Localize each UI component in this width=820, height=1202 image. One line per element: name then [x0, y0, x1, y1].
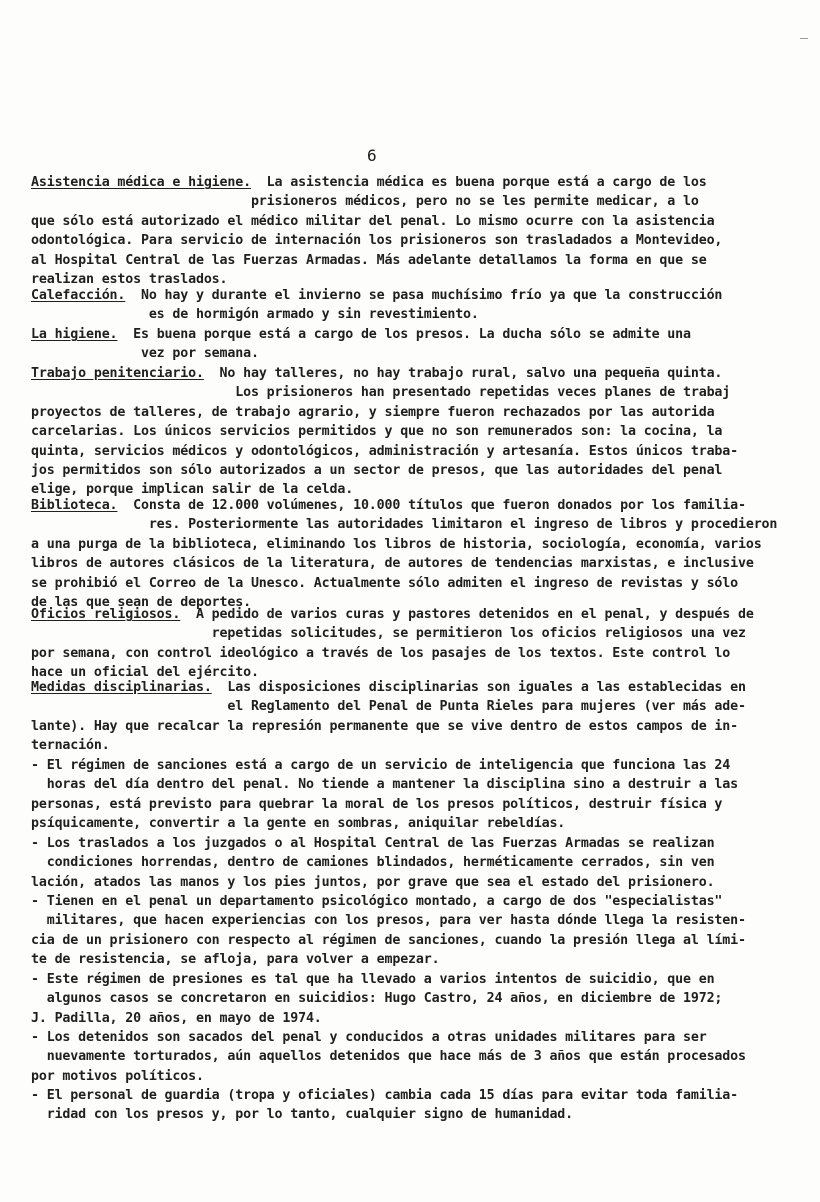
line-text: te de resistencia, se afloja, para volver a empezar.: [31, 952, 440, 968]
corner-mark: [800, 38, 808, 39]
paragraph-block: [31, 325, 806, 364]
line-text: lante). Hay que recalcar la represión permanente que se vive dentro de estos campos de in-: [31, 718, 738, 734]
line-text: cia de un prisionero con respecto al régimen de sanciones, cuando la presión llega al lími-: [31, 932, 746, 948]
line-text: Las disposiciones disciplinarias son iguales a las establecidas en: [211, 680, 746, 695]
text-line: [31, 644, 806, 663]
line-text: de las que sean de deportes.: [31, 594, 251, 610]
text-line: [31, 383, 806, 402]
text-line: [31, 892, 806, 911]
text-line: [31, 678, 806, 697]
section-heading: Asistencia médica e higiene.: [31, 175, 251, 190]
line-text: hace un oficial del ejército.: [31, 665, 259, 681]
line-text: condiciones horrendas, dentro de camiones blindados, herméticamente cerrados, sin ven: [31, 855, 715, 871]
line-text: - Este régimen de presiones es tal que ha llevado a varios intentos de suicidio, que en: [31, 972, 715, 987]
paragraph-block: [31, 834, 806, 892]
paragraph-block: [31, 286, 806, 325]
line-text: horas del día dentro del penal. No tiende a mantener la disciplina sino a destruir a las: [31, 777, 738, 793]
paragraph-block: [31, 892, 806, 970]
text-line: [31, 931, 806, 950]
text-line: [31, 364, 806, 383]
line-text: psíquicamente, convertir a la gente en sombras, aniquilar rebeldías.: [31, 816, 566, 832]
line-text: prisioneros médicos, pero no se les permite medicar, a lo: [31, 194, 699, 210]
paragraph-block: [31, 970, 806, 1028]
line-text: carcelarias. Los únicos servicios permitidos y que no son remunerados son: la cocina, la: [31, 424, 723, 440]
line-text: repetidas solicitudes, se permitieron los oficios religiosos una vez: [31, 626, 746, 642]
section-heading: Biblioteca.: [31, 498, 118, 513]
line-text: es de hormigón armado y sin revestimiento.: [31, 307, 479, 323]
section-heading: Oficios religiosos.: [31, 607, 181, 622]
line-text: quinta, servicios médicos y odontológicos, administración y artesanía. Estos únicos traba-: [31, 443, 738, 459]
text-line: [31, 814, 806, 833]
text-line: [31, 1028, 806, 1047]
text-line: [31, 911, 806, 930]
line-text: al Hospital Central de las Fuerzas Armadas. Más adelante detallamos la forma en que se: [31, 252, 707, 268]
line-text: - Tienen en el penal un departamento psicológico montado, a cargo de dos "especialistas": [31, 894, 723, 909]
line-text: personas, está previsto para quebrar la moral de los presos políticos, destruir física y: [31, 796, 723, 812]
line-text: ternación.: [31, 738, 110, 754]
text-line: [31, 950, 806, 969]
text-line: [31, 605, 806, 624]
text-line: [31, 305, 806, 324]
text-line: [31, 1047, 806, 1066]
text-line: [31, 873, 806, 892]
line-text: el Reglamento del Penal de Punta Rieles para mujeres (ver más ade-: [31, 699, 746, 715]
text-line: [31, 192, 806, 211]
text-line: [31, 1105, 806, 1124]
text-line: [31, 989, 806, 1008]
text-line: [31, 231, 806, 250]
line-text: J. Padilla, 20 años, en mayo de 1974.: [31, 1010, 322, 1026]
line-text: nuevamente torturados, aún aquellos detenidos que hace más de 3 años que están procesados: [31, 1049, 746, 1065]
paragraph-block: [31, 756, 806, 834]
paragraph-block: [31, 496, 806, 612]
text-line: [31, 461, 806, 480]
section-heading: La higiene.: [31, 327, 118, 342]
line-text: A pedido de varios curas y pastores detenidos en el penal, y después de: [180, 607, 754, 622]
line-text: - El régimen de sanciones está a cargo de un servicio de inteligencia que funciona las 24: [31, 758, 731, 773]
text-line: [31, 834, 806, 853]
text-line: [31, 422, 806, 441]
line-text: algunos casos se concretaron en suicidios: Hugo Castro, 24 años, en diciembre de 1972;: [31, 991, 723, 1007]
text-line: [31, 795, 806, 814]
text-line: [31, 286, 806, 305]
line-text: jos permitidos son sólo autorizados a un sector de presos, que las autoridades del penal: [31, 462, 723, 478]
text-line: [31, 496, 806, 515]
line-text: lación, atados las manos y los pies juntos, por grave que sea el estado del prisionero.: [31, 874, 715, 890]
line-text: que sólo está autorizado el médico militar del penal. Lo mismo ocurre con la asistencia: [31, 213, 715, 229]
paragraph-block: [31, 1086, 806, 1125]
text-line: [31, 756, 806, 775]
section-heading: Trabajo penitenciario.: [31, 366, 204, 381]
line-text: por semana, con control ideológico a través de los pasajes de los textos. Este control lo: [31, 645, 731, 661]
text-line: [31, 717, 806, 736]
line-text: odontológica. Para servicio de internación los prisioneros son trasladados a Montevideo,: [31, 233, 723, 249]
text-line: [31, 1067, 806, 1086]
line-text: Consta de 12.000 volúmenes, 10.000 títulos que fueron donados por los familia-: [117, 498, 746, 513]
section-heading: Calefacción.: [31, 288, 126, 303]
text-line: [31, 624, 806, 643]
line-text: No hay y durante el invierno se pasa muchísimo frío ya que la construcción: [125, 288, 723, 303]
line-text: se prohibió el Correo de la Unesco. Actualmente sólo admiten el ingreso de revistas y sólo: [31, 575, 738, 591]
line-text: res. Posteriormente las autoridades limitaron el ingreso de libros y procedieron: [31, 517, 778, 533]
text-line: [31, 1009, 806, 1028]
text-line: [31, 970, 806, 989]
line-text: No hay talleres, no hay trabajo rural, salvo una pequeña quinta.: [203, 366, 723, 381]
text-line: [31, 853, 806, 872]
text-line: [31, 173, 806, 192]
page-number: 6: [367, 146, 377, 165]
line-text: proyectos de talleres, de trabajo agrario, y siempre fueron rechazados por las autorida: [31, 404, 715, 420]
line-text: - Los detenidos son sacados del penal y conducidos a otras unidades militares para ser: [31, 1030, 707, 1045]
paragraph-block: [31, 605, 806, 683]
line-text: - Los traslados a los juzgados o al Hospital Central de las Fuerzas Armadas se realizan: [31, 836, 715, 851]
text-line: [31, 251, 806, 270]
text-line: [31, 554, 806, 573]
line-text: Los prisioneros han presentado repetidas veces planes de trabaj: [31, 385, 731, 401]
text-line: [31, 535, 806, 554]
line-text: - El personal de guardia (tropa y oficiales) cambia cada 15 días para evitar toda familia-: [31, 1088, 738, 1103]
line-text: por motivos políticos.: [31, 1068, 204, 1084]
text-line: [31, 442, 806, 461]
paragraph-block: [31, 678, 806, 756]
line-text: La asistencia médica es buena porque está a cargo de los: [250, 175, 707, 190]
section-heading: Medidas disciplinarias.: [31, 680, 212, 695]
text-line: [31, 403, 806, 422]
text-line: [31, 212, 806, 231]
line-text: vez por semana.: [31, 346, 259, 362]
paragraph-block: [31, 364, 806, 500]
text-line: [31, 515, 806, 534]
line-text: Es buena porque está a cargo de los presos. La ducha sólo se admite una: [117, 327, 691, 342]
text-line: [31, 775, 806, 794]
text-line: [31, 344, 806, 363]
paragraph-block: [31, 1028, 806, 1086]
paragraph-block: [31, 173, 806, 289]
line-text: elige, porque implican salir de la celda.: [31, 482, 354, 498]
text-line: [31, 697, 806, 716]
line-text: libros de autores clásicos de la literatura, de autores de tendencias marxistas, e inclusive: [31, 556, 754, 572]
text-line: [31, 325, 806, 344]
line-text: a una purga de la biblioteca, eliminando los libros de historia, sociología, economía, varios: [31, 536, 762, 552]
line-text: realizan estos traslados.: [31, 271, 228, 287]
text-line: [31, 1086, 806, 1105]
text-line: [31, 736, 806, 755]
text-line: [31, 574, 806, 593]
line-text: ridad con los presos y, por lo tanto, cualquier signo de humanidad.: [31, 1107, 574, 1123]
line-text: militares, que hacen experiencias con los presos, para ver hasta dónde llega la resisten-: [31, 913, 746, 929]
